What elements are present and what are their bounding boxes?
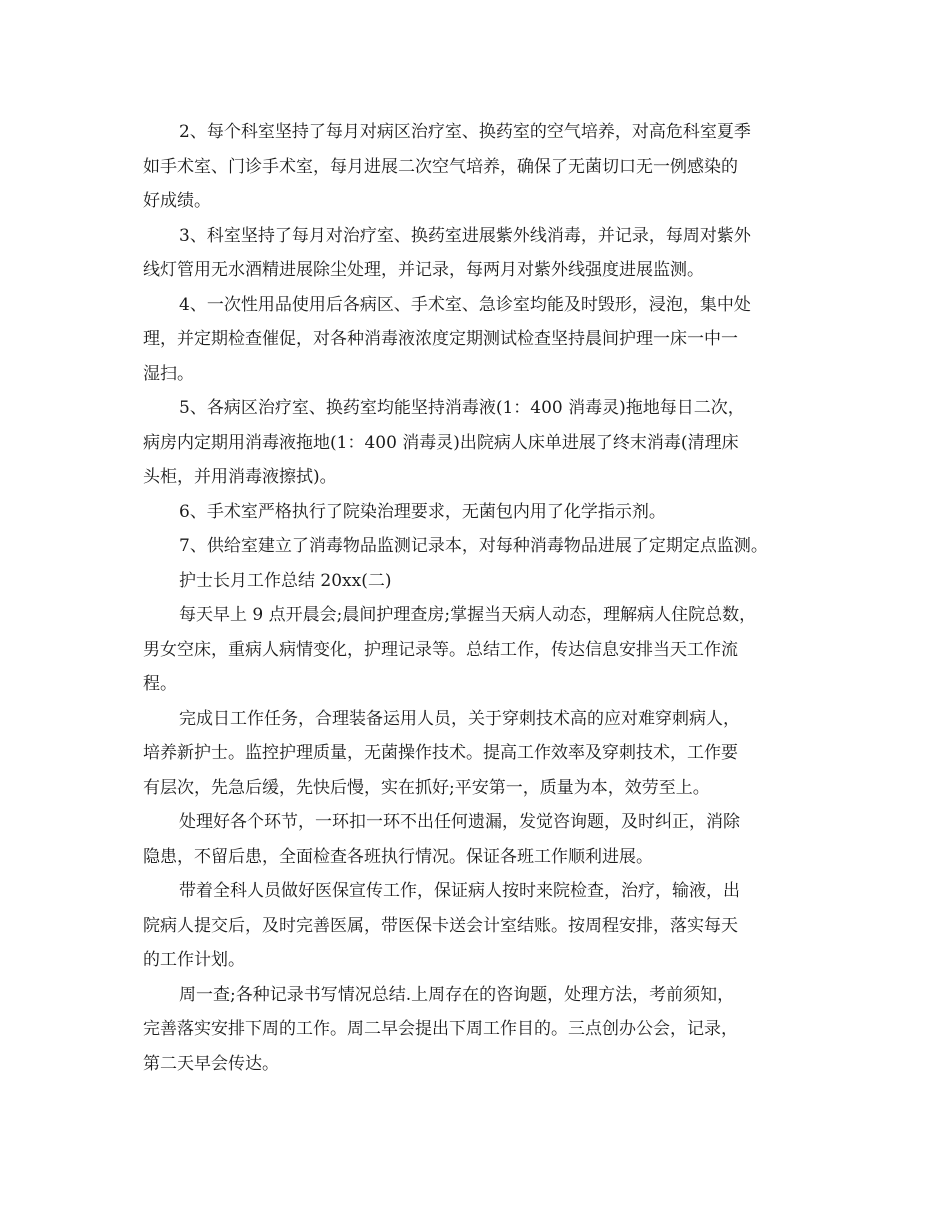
paragraph-first-line: 4、一次性用品使用后各病区、手术室、急诊室均能及时毁形，浸泡，集中处 [179,294,751,315]
document-body [143,115,813,1081]
paragraph-line: 病房内定期用消毒液拖地(1：400 消毒灵)出院病人床单进展了终末消毒(清理床 [143,432,739,453]
paragraph-line: 理，并定期检查催促，对各种消毒液浓度定期测试检查坚持晨间护理一床一中一 [143,329,738,349]
paragraph-line: 湿扫。 [143,363,194,384]
paragraph-line: 好成绩。 [143,191,211,211]
paragraph-first-line: 护士长月工作总结 20xx(二) [179,570,392,591]
paragraph-line: 程。 [143,674,177,694]
paragraph-first-line: 6、手术室严格执行了院染治理要求，无菌包内用了化学指示剂。 [179,501,666,522]
paragraph-line: 有层次，先急后缓，先快后慢，实在抓好;平安第一，质量为本，效劳至上。 [143,777,710,798]
paragraph-first-line: 处理好各个环节，一环扣一环不出任何遗漏，发觉咨询题，及时纠正，消除 [179,812,740,832]
paragraph-line: 院病人提交后，及时完善医属，带医保卡送会计室结账。按周程安排，落实每天 [143,915,738,936]
paragraph-first-line: 2、每个科室坚持了每月对病区治疗室、换药室的空气培养，对高危科室夏季 [179,122,751,142]
paragraph-line: 的工作计划。 [143,950,245,970]
paragraph-first-line: 带着全科人员做好医保宣传工作，保证病人按时来院检查，治疗，输液，出 [179,881,740,901]
paragraph-first-line: 5、各病区治疗室、换药室均能坚持消毒液(1：400 消毒灵)拖地每日二次， [179,398,745,418]
paragraph-line: 如手术室、门诊手术室，每月进展二次空气培养，确保了无菌切口无一例感染的 [143,156,738,177]
paragraph-line: 第二天早会传达。 [143,1053,279,1074]
paragraph-first-line: 7、供给室建立了消毒物品监测记录本，对每种消毒物品进展了定期定点监测。 [179,536,768,556]
paragraph-line: 培养新护士。监控护理质量，无菌操作技术。提高工作效率及穿刺技术，工作要 [143,743,738,763]
paragraph-first-line: 3、科室坚持了每月对治疗室、换药室进展紫外线消毒，并记录，每周对紫外 [179,225,751,246]
paragraph-first-line: 周一查;各种记录书写情况总结.上周存在的咨询题，处理方法，考前须知， [179,984,735,1005]
paragraph-line: 完善落实安排下周的工作。周二早会提出下周工作目的。三点创办公会，记录， [143,1019,738,1039]
paragraph-line: 头柜，并用消毒液擦拭)。 [143,467,337,487]
paragraph-line: 隐患，不留后患，全面检查各班执行情况。保证各班工作顺利进展。 [143,846,653,867]
paragraph-line: 线灯管用无水酒精进展除尘处理，并记录，每两月对紫外线强度进展监测。 [143,260,704,280]
paragraph-first-line: 每天早上 9 点开晨会;晨间护理查房;掌握当天病人动态，理解病人住院总数， [179,605,757,625]
paragraph-line: 男女空床，重病人病情变化，护理记录等。总结工作，传达信息安排当天工作流 [143,639,738,660]
paragraph-first-line: 完成日工作任务，合理装备运用人员，关于穿刺技术高的应对难穿刺病人， [179,708,740,729]
